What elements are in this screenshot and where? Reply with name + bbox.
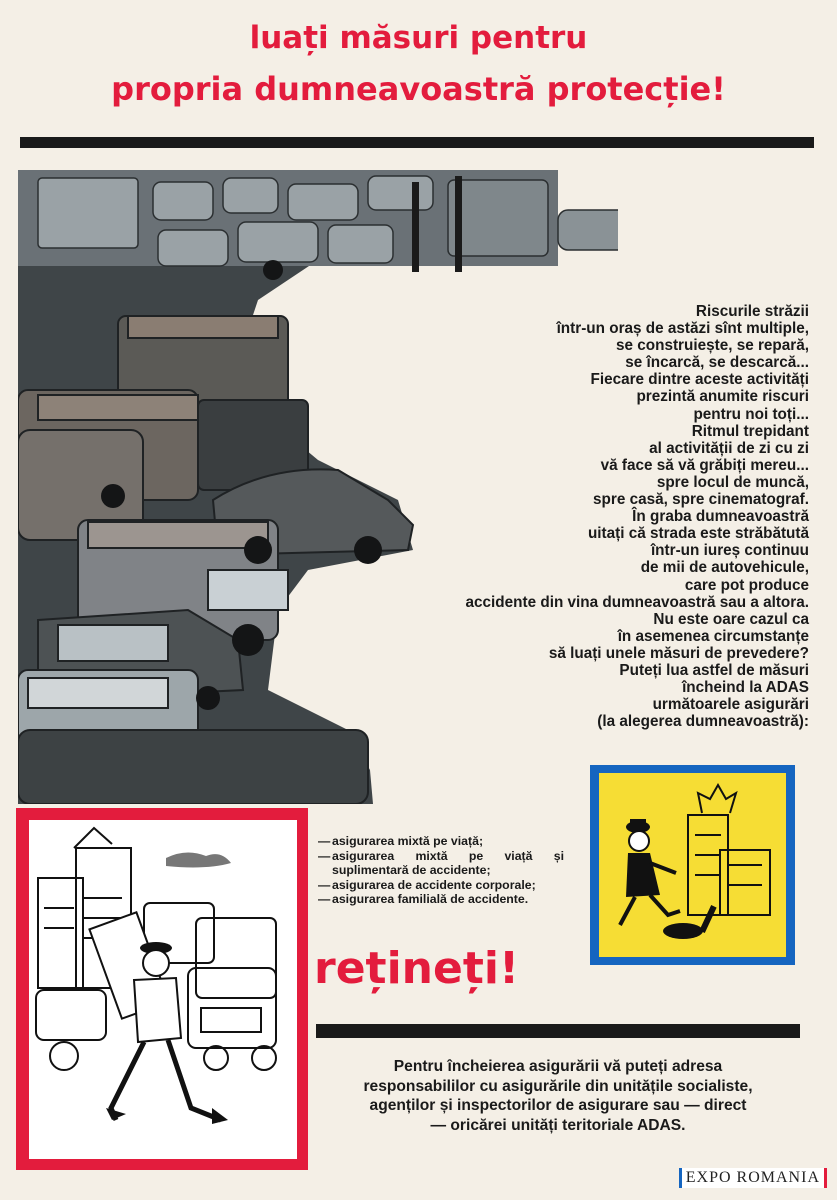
retineti-heading: rețineți! — [314, 943, 520, 994]
bottom-divider — [316, 1024, 800, 1038]
manhole-illustration — [590, 765, 795, 965]
list-item: — asigurarea familială de accidente. — [318, 892, 564, 907]
body-line: Puteți lua astfel de măsuri — [619, 661, 809, 679]
body-line: de mii de autovehicule, — [640, 559, 809, 577]
body-line: al activității de zi cu zi — [649, 439, 809, 457]
headline-line-2: propria dumneavoastră protecție! — [111, 70, 726, 108]
body-line: încheind la ADAS — [682, 679, 809, 697]
footer-line: Pentru încheierea asigurării vă puteți adresa — [393, 1058, 723, 1075]
list-item: — asigurarea mixtă pe viață; — [318, 834, 564, 849]
footer-line: — oricărei unități teritoriale ADAS. — [430, 1116, 686, 1134]
headline-line-1: luați măsuri pentru — [249, 20, 588, 56]
body-line: uitați că strada este străbătută — [587, 525, 809, 543]
body-line: accidente din vina dumneavoastră sau a altora. — [465, 593, 809, 611]
body-line: Ritmul trepidant — [691, 422, 809, 440]
footer-line: responsabililor cu asigurările din unitățile socialiste, — [363, 1077, 753, 1095]
body-line: se încarcă, se descarcă... — [625, 354, 809, 372]
body-line: (la alegerea dumneavoastră): — [597, 713, 809, 731]
list-item: — asigurarea mixtă pe viață și suplimentară de accidente; — [318, 849, 564, 878]
list-item: — asigurarea de accidente corporale; — [318, 878, 564, 893]
body-line: într-un oraș de astăzi sînt multiple, — [556, 320, 809, 338]
body-line: să luați unele măsuri de prevedere? — [548, 644, 809, 662]
body-line: într-un iureș continuu — [650, 542, 809, 560]
body-line: care pot produce — [684, 576, 809, 594]
insurance-list — [318, 834, 564, 907]
body-line: în asemenea circumstanțe — [617, 627, 809, 645]
top-divider — [20, 137, 814, 148]
body-line: Fiecare dintre aceste activități — [590, 371, 809, 389]
body-line: vă face să vă grăbiți mereu... — [600, 456, 809, 474]
body-line: În graba dumneavoastră — [632, 508, 809, 526]
body-text — [369, 303, 809, 730]
watermark-logo: EXPO ROMANIA — [679, 1168, 827, 1188]
pedestrian-cartoon — [16, 808, 308, 1170]
body-line: prezintă anumite riscuri — [636, 388, 809, 406]
body-line: se construiește, se repară, — [615, 337, 809, 355]
footer-line: agenților și inspectorilor de asigurare sau — direct — [369, 1097, 747, 1115]
body-line: Nu este oare cazul ca — [653, 610, 809, 628]
body-line: Riscurile străzii — [695, 303, 809, 320]
body-line: spre casă, spre cinematograf. — [593, 491, 809, 509]
body-line: pentru noi toți... — [693, 405, 809, 423]
body-line: următoarele asigurări — [652, 696, 809, 714]
body-line: spre locul de muncă, — [656, 473, 809, 491]
footer-text — [316, 1057, 800, 1135]
